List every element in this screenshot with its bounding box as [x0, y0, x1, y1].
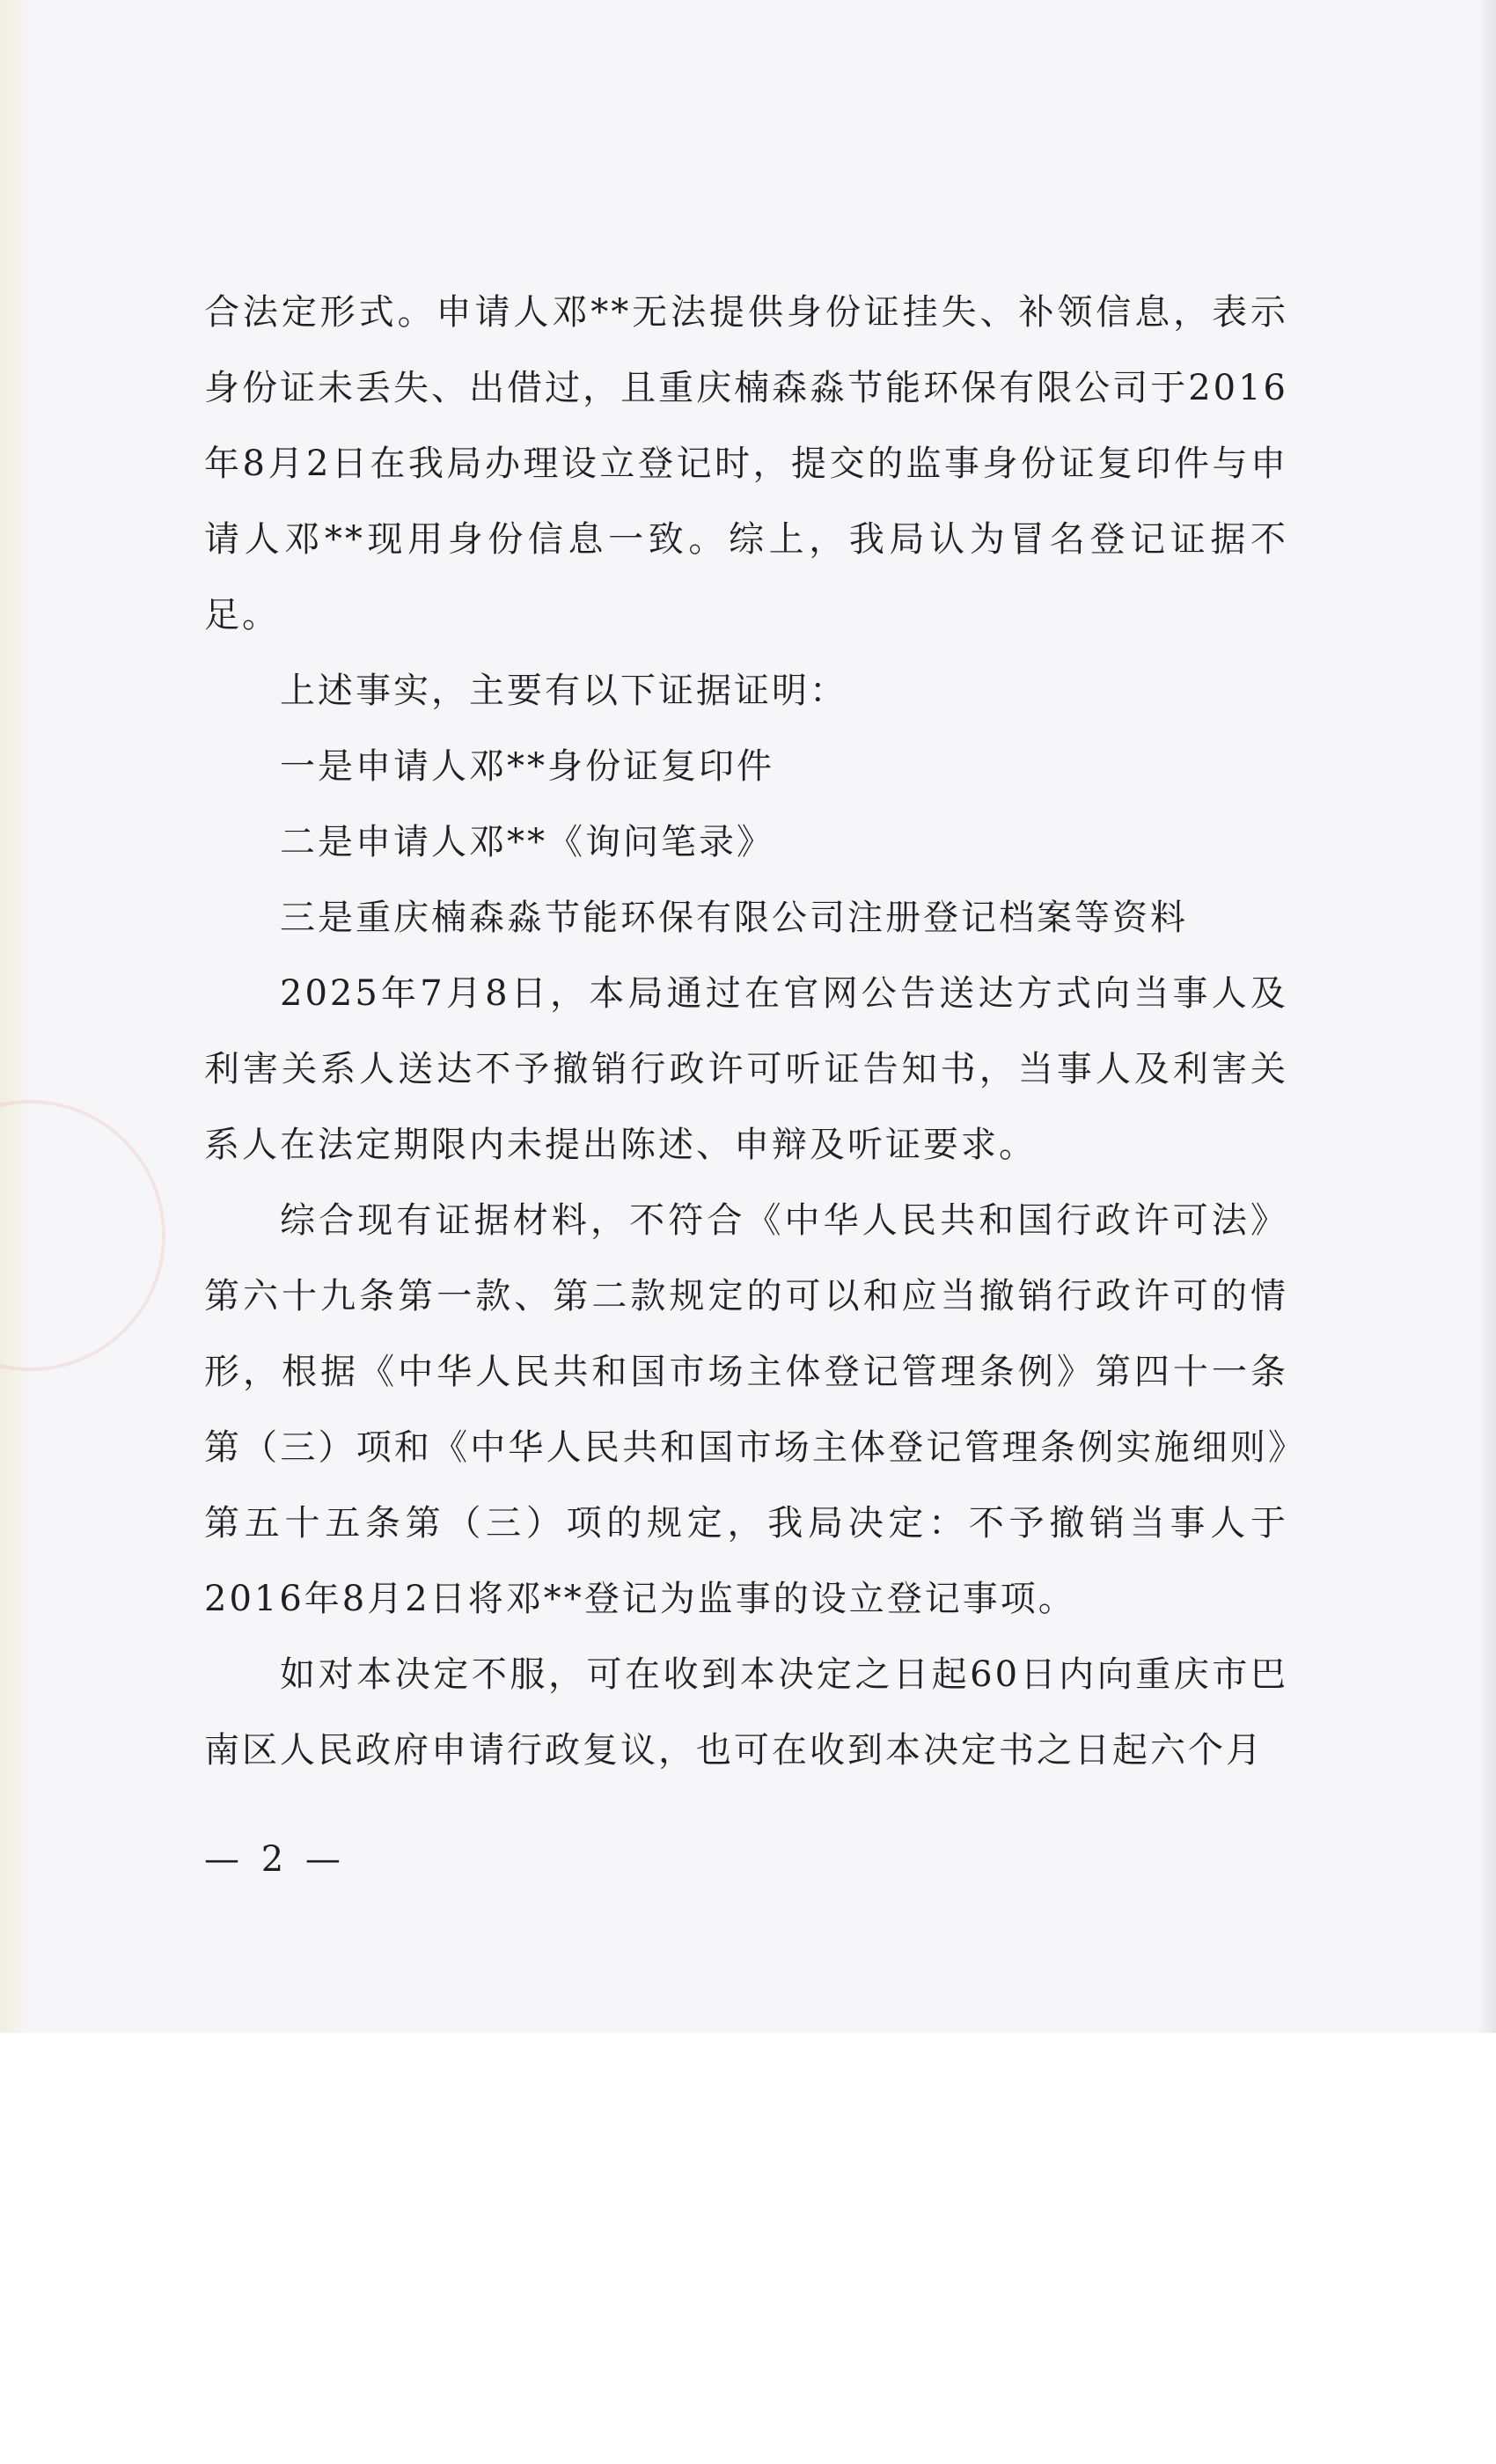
evidence-item-3: 三是重庆楠森淼节能环保有限公司注册登记档案等资料 — [280, 898, 1188, 938]
evidence-item-1: 一是申请人邓**身份证复印件 — [280, 746, 774, 787]
page-number: — 2 — — [204, 1839, 346, 1880]
paragraph-evidence-intro: 上述事实，主要有以下证据证明： — [280, 671, 847, 711]
paper-right-edge — [1480, 0, 1496, 2033]
paragraph-conclusion-continued: 合法定形式。申请人邓**无法提供身份证挂失、补领信息，表示身份证未丢失、出借过，且重庆楠森淼节能环保有限公司于2016年8月2日在我局办理设立登记时，提交的监事身份证复印件与申请人邓**现用身份信息一致。综上，我局认为冒名登记证据不足。 — [204, 292, 1288, 635]
paper-left-edge — [0, 0, 30, 2033]
document-body — [204, 275, 1288, 1788]
paragraph-appeal-rights: 如对本决定不服，可在收到本决定之日起60日内向重庆市巴南区人民政府申请行政复议，也可在收到本决定书之日起六个月 — [204, 1654, 1288, 1771]
paragraph-decision: 综合现有证据材料，不符合《中华人民共和国行政许可法》第六十九条第一款、第二款规定的可以和应当撤销行政许可的情形，根据《中华人民共和国市场主体登记管理条例》第四十一条第（三）项和《中华人民共和国市场主体登记管理条例实施细则》第五十五条第（三）项的规定，我局决定：不予撤销当事人于2016年8月2日将邓**登记为监事的设立登记事项。 — [204, 1200, 1288, 1619]
paragraph-notice-served: 2025年7月8日，本局通过在官网公告送达方式向当事人及利害关系人送达不予撤销行政许可听证告知书，当事人及利害关系人在法定期限内未提出陈述、申辩及听证要求。 — [204, 973, 1288, 1165]
faint-seal-bleed — [0, 1100, 165, 1371]
evidence-item-2: 二是申请人邓**《询问笔录》 — [280, 822, 774, 862]
